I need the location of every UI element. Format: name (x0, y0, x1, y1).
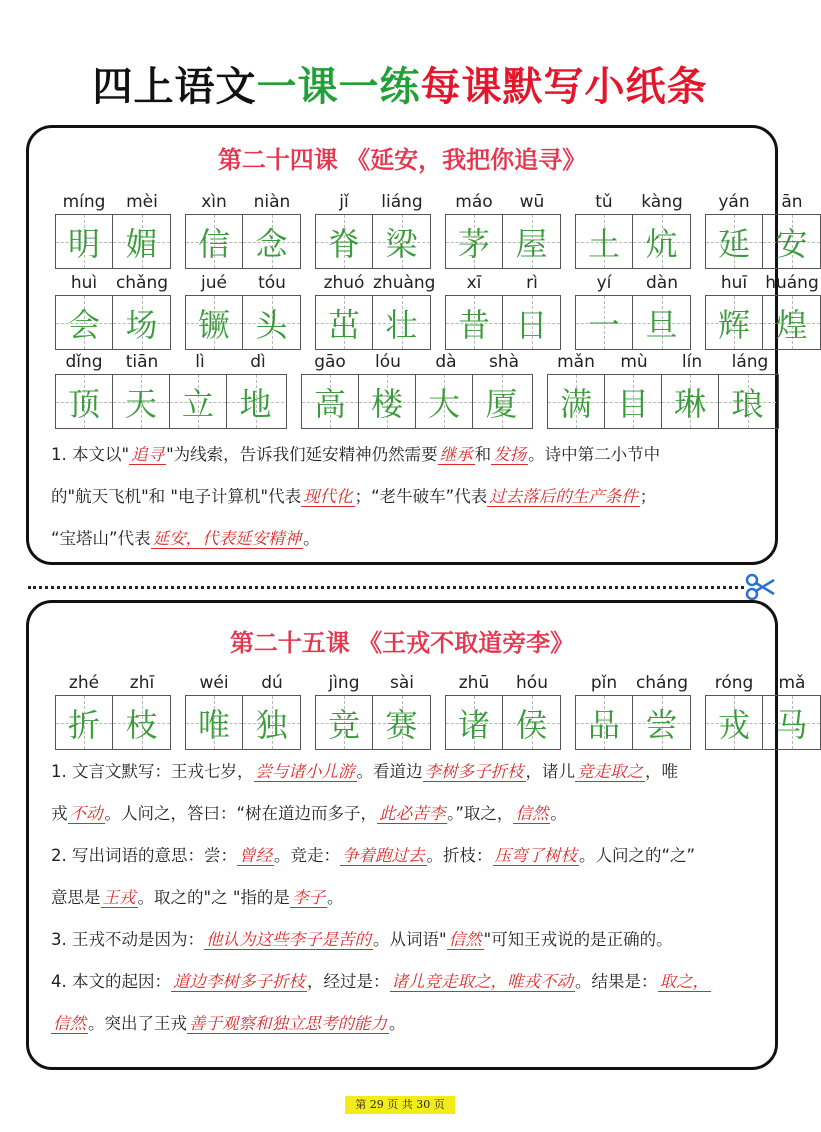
character: 琳 (673, 384, 706, 423)
pinyin: wéi (199, 673, 229, 693)
character: 镢 (197, 305, 230, 344)
pinyin: huáng (765, 273, 819, 293)
text: 。取之的"之 "指的是 (137, 888, 290, 907)
answer: 善于观察和独立思考的能力 (189, 1014, 387, 1033)
text: ，经过是： (307, 972, 390, 991)
text: 3. 王戎不动是因为： (51, 930, 204, 949)
lesson25-row-1 (55, 671, 821, 750)
character: 目 (616, 384, 649, 423)
text: ；“老牛破车”代表 (354, 487, 488, 506)
pinyin: sài (390, 673, 414, 693)
character: 头 (255, 305, 288, 344)
answer: 他认为这些李子是苦的 (206, 930, 371, 949)
lesson24-heading: 第二十四课 《延安，我把你追寻》 (217, 146, 587, 174)
text: 4. 本文的起因： (51, 972, 171, 991)
tianzige-grid (705, 214, 821, 269)
pinyin-row (55, 271, 171, 295)
tianzige-cell (227, 375, 284, 428)
pinyin: yí (596, 273, 612, 293)
answer: 发扬 (493, 445, 527, 464)
tianzige-cell (316, 296, 373, 349)
tianzige-grid (185, 214, 301, 269)
pinyin: wū (519, 192, 545, 212)
answer: 信然 (53, 1014, 86, 1033)
tianzige-cell (719, 375, 776, 428)
title-part2: 一课一练 (256, 64, 421, 110)
text-line (51, 877, 761, 919)
text: 。”取之， (447, 804, 514, 823)
character: 侯 (515, 705, 548, 744)
lesson25-card (26, 600, 808, 1070)
tianzige-grid (315, 214, 431, 269)
lesson24-row-2 (55, 271, 821, 350)
tianzige-cell (243, 696, 300, 749)
text-line (51, 793, 761, 835)
pinyin-row (705, 671, 821, 695)
tianzige-cell (662, 375, 719, 428)
pinyin: tǔ (595, 192, 613, 212)
pinyin-row (315, 271, 436, 295)
tianzige-cell (359, 375, 416, 428)
pinyin-row (445, 190, 561, 214)
tianzige-grid (55, 295, 171, 350)
character: 壮 (385, 305, 418, 344)
tianzige-cell (170, 375, 227, 428)
text: 2. 写出词语的意思：尝： (51, 846, 237, 865)
character: 炕 (645, 224, 678, 263)
lesson24-card (26, 125, 819, 565)
tianzige-cell (446, 296, 503, 349)
text: 。结果是： (575, 972, 658, 991)
character: 地 (239, 384, 272, 423)
pinyin: mèi (126, 192, 158, 212)
pinyin: tiān (125, 352, 159, 372)
tianzige-cell (763, 696, 820, 749)
tianzige-cell (113, 296, 170, 349)
answer: 延安，代表延安精神 (152, 529, 302, 548)
character: 天 (124, 384, 157, 423)
character: 竞 (327, 705, 360, 744)
pinyin: jìng (328, 673, 360, 693)
tianzige-cell (503, 215, 560, 268)
pinyin: láng (731, 352, 769, 372)
lesson25-heading: 第二十五课 《王戎不取道旁李》 (229, 629, 575, 657)
lesson25-text (51, 751, 761, 1045)
pinyin-row (705, 271, 821, 295)
pinyin: pǐn (590, 673, 618, 693)
character: 旦 (645, 305, 678, 344)
page-number: 第 29 页 共 30 页 (345, 1096, 455, 1114)
word-group (55, 671, 171, 750)
tianzige-cell (113, 215, 170, 268)
tianzige-cell (186, 215, 243, 268)
character: 昔 (457, 305, 490, 344)
pinyin: lín (681, 352, 703, 372)
word-group (547, 350, 779, 429)
answer: 信然 (515, 804, 549, 823)
text-line (51, 434, 761, 476)
pinyin: dì (250, 352, 266, 372)
pinyin: jǐ (339, 192, 349, 212)
tianzige-cell (633, 296, 690, 349)
pinyin: mù (620, 352, 648, 372)
tianzige-grid (547, 374, 779, 429)
pinyin: zhū (458, 673, 490, 693)
pinyin: jué (201, 273, 227, 293)
tianzige-grid (55, 695, 171, 750)
word-group (445, 271, 561, 350)
tianzige-cell (706, 696, 763, 749)
character: 琅 (731, 384, 764, 423)
pinyin-row (185, 190, 301, 214)
character: 马 (775, 705, 808, 744)
answer: 道边李树多子折枝 (173, 972, 305, 991)
word-group (705, 271, 821, 350)
pinyin: niàn (253, 192, 291, 212)
text-line (51, 518, 761, 560)
tianzige-cell (473, 375, 530, 428)
pinyin-row (575, 271, 691, 295)
lesson24-row-3 (55, 350, 779, 429)
tianzige-cell (243, 296, 300, 349)
tianzige-cell (633, 696, 690, 749)
answer: 追寻 (131, 445, 165, 464)
tianzige-cell (243, 215, 300, 268)
character: 唯 (197, 705, 230, 744)
character: 媚 (125, 224, 158, 263)
text: 。 (550, 804, 567, 823)
pinyin: zhé (68, 673, 100, 693)
tianzige-grid (445, 295, 561, 350)
character: 脊 (327, 224, 360, 263)
pinyin-row (55, 671, 171, 695)
text: 意思是 (51, 888, 101, 907)
character: 楼 (370, 384, 403, 423)
tianzige-cell (56, 375, 113, 428)
pinyin-row (185, 271, 301, 295)
pinyin: yán (718, 192, 750, 212)
scissors-icon (744, 572, 776, 602)
character: 明 (67, 224, 100, 263)
lesson24-text (51, 434, 761, 560)
character: 满 (559, 384, 592, 423)
word-group (55, 350, 287, 429)
answer: 争着跑过去 (342, 846, 425, 865)
character: 折 (67, 705, 100, 744)
pinyin: máo (455, 192, 493, 212)
character: 屋 (515, 224, 548, 263)
pinyin-row (315, 671, 431, 695)
word-group (301, 350, 533, 429)
tianzige-grid (55, 214, 171, 269)
title-part3: 每课默写小纸条 (420, 64, 708, 110)
page-title (0, 55, 800, 112)
text: "为线索，告诉我们延安精神仍然需要 (166, 445, 438, 464)
tianzige-cell (576, 696, 633, 749)
text: 。 (326, 888, 344, 907)
tianzige-grid (55, 374, 287, 429)
tianzige-grid (705, 695, 821, 750)
character: 诸 (457, 705, 490, 744)
text-line (51, 751, 761, 793)
tianzige-cell (446, 215, 503, 268)
character: 梁 (385, 224, 418, 263)
text: 。人问之，答曰：“树在道边而多子， (104, 804, 378, 823)
text: 和 (474, 445, 492, 464)
character: 一 (587, 305, 620, 344)
character: 高 (313, 384, 346, 423)
tianzige-cell (186, 696, 243, 749)
character: 念 (255, 224, 288, 263)
character: 大 (427, 384, 460, 423)
tianzige-cell (302, 375, 359, 428)
character: 土 (587, 224, 620, 263)
word-group (575, 190, 691, 269)
tianzige-grid (445, 695, 561, 750)
tianzige-cell (605, 375, 662, 428)
pinyin: shà (488, 352, 520, 372)
answer: 竞走取之 (577, 762, 643, 781)
text: ，诸儿 (525, 762, 575, 781)
tianzige-grid (301, 374, 533, 429)
text-line (51, 919, 761, 961)
pinyin-row (315, 190, 431, 214)
pinyin-row (705, 190, 821, 214)
pinyin: xī (466, 273, 482, 293)
character: 茁 (327, 305, 360, 344)
character: 品 (587, 705, 620, 744)
pinyin: míng (62, 192, 106, 212)
tianzige-cell (416, 375, 473, 428)
text: "可知王戎说的是正确的。 (483, 930, 673, 949)
answer: 不动 (69, 804, 103, 823)
tianzige-grid (575, 295, 691, 350)
pinyin: zhuàng (373, 273, 436, 293)
tianzige-grid (315, 695, 431, 750)
cut-line (28, 586, 744, 589)
word-group (315, 190, 431, 269)
word-group (315, 271, 436, 350)
pinyin: lì (195, 352, 205, 372)
pinyin: chǎng (115, 273, 169, 293)
tianzige-grid (575, 214, 691, 269)
pinyin: cháng (635, 673, 689, 693)
answer: 此必苦李 (379, 804, 446, 823)
answer: 尝与诸小儿游 (255, 762, 355, 781)
word-group (575, 671, 691, 750)
character: 场 (125, 305, 158, 344)
pinyin: dàn (646, 273, 678, 293)
text-line (51, 961, 761, 1003)
text: 1. 本文以" (51, 445, 130, 464)
character: 安 (775, 224, 808, 263)
text: 。 (303, 529, 320, 548)
character: 顶 (67, 384, 100, 423)
text: ； (639, 487, 657, 506)
answer: 李子 (291, 888, 325, 907)
text: 的"航天飞机"和 "电子计算机"代表 (51, 487, 302, 506)
tianzige-cell (56, 296, 113, 349)
text: 。突出了王戎 (88, 1014, 187, 1033)
text: “宝塔山”代表 (51, 529, 151, 548)
pinyin: mǎ (778, 673, 806, 693)
answer: 过去落后的生产条件 (489, 487, 638, 506)
tianzige-cell (446, 696, 503, 749)
pinyin-row (445, 271, 561, 295)
text: 。 (389, 1014, 406, 1033)
pinyin-row (445, 671, 561, 695)
character: 立 (181, 384, 214, 423)
tianzige-grid (705, 295, 821, 350)
character: 厦 (485, 384, 518, 423)
character: 延 (717, 224, 750, 263)
pinyin-row (55, 190, 171, 214)
tianzige-grid (185, 695, 301, 750)
pinyin: róng (714, 673, 754, 693)
answer: 诸儿竞走取之，唯戎不动 (391, 972, 573, 991)
word-group (315, 671, 431, 750)
text: 。从词语" (373, 930, 447, 949)
text: 。折枝： (426, 846, 493, 865)
pinyin: gāo (314, 352, 346, 372)
pinyin-row (547, 350, 779, 374)
tianzige-grid (185, 295, 301, 350)
pinyin: xìn (201, 192, 227, 212)
pinyin: rì (526, 273, 538, 293)
pinyin: tóu (258, 273, 286, 293)
pinyin-row (575, 671, 691, 695)
tianzige-cell (503, 296, 560, 349)
pinyin: ān (781, 192, 803, 212)
text: 戎 (51, 804, 68, 823)
tianzige-cell (706, 296, 763, 349)
tianzige-cell (576, 215, 633, 268)
tianzige-grid (575, 695, 691, 750)
character: 独 (255, 705, 288, 744)
word-group (705, 190, 821, 269)
tianzige-cell (633, 215, 690, 268)
pinyin: kàng (641, 192, 683, 212)
pinyin: hóu (516, 673, 548, 693)
tianzige-cell (576, 296, 633, 349)
word-group (185, 271, 301, 350)
character: 枝 (125, 705, 158, 744)
pinyin: dǐng (65, 352, 103, 372)
answer: 李树多子折枝 (424, 762, 524, 781)
tianzige-cell (373, 296, 430, 349)
pinyin-row (185, 671, 301, 695)
pinyin-row (301, 350, 533, 374)
pinyin-row (575, 190, 691, 214)
character: 赛 (385, 705, 418, 744)
tianzige-cell (763, 296, 820, 349)
word-group (445, 671, 561, 750)
tianzige-grid (445, 214, 561, 269)
word-group (55, 271, 171, 350)
character: 尝 (645, 705, 678, 744)
tianzige-cell (186, 296, 243, 349)
word-group (445, 190, 561, 269)
text: 。竞走： (274, 846, 340, 865)
tianzige-cell (503, 696, 560, 749)
tianzige-cell (316, 215, 373, 268)
character: 戎 (717, 705, 750, 744)
pinyin: zhuó (323, 273, 365, 293)
tianzige-cell (373, 215, 430, 268)
answer: 曾经 (239, 846, 272, 865)
tianzige-cell (373, 696, 430, 749)
answer: 压弯了树枝 (494, 846, 577, 865)
word-group (185, 190, 301, 269)
pinyin-row (55, 350, 287, 374)
tianzige-cell (548, 375, 605, 428)
text: 1. 文言文默写：王戎七岁， (51, 762, 254, 781)
pinyin: dà (435, 352, 457, 372)
tianzige-cell (113, 375, 170, 428)
text-line (51, 476, 761, 518)
word-group (55, 190, 171, 269)
character: 辉 (717, 305, 750, 344)
tianzige-cell (113, 696, 170, 749)
text: 。看道边 (356, 762, 423, 781)
pinyin: lóu (375, 352, 401, 372)
answer: 信然 (448, 930, 482, 949)
tianzige-grid (315, 295, 431, 350)
tianzige-cell (56, 696, 113, 749)
character: 信 (197, 224, 230, 263)
text: 。人问之的“之” (579, 846, 696, 865)
text: 。诗中第二小节中 (528, 445, 661, 464)
title-part1: 四上语文 (92, 64, 257, 110)
pinyin: liáng (381, 192, 423, 212)
text-line (51, 835, 761, 877)
answer: 现代化 (303, 487, 353, 506)
word-group (185, 671, 301, 750)
pinyin: mǎn (557, 352, 595, 372)
pinyin: huì (70, 273, 98, 293)
character: 煌 (775, 305, 808, 344)
answer: 取之， (659, 972, 709, 991)
text-line (51, 1003, 761, 1045)
pinyin: dú (261, 673, 283, 693)
character: 会 (67, 305, 100, 344)
text: ，唯 (645, 762, 678, 781)
character: 日 (515, 305, 548, 344)
tianzige-cell (763, 215, 820, 268)
lesson24-row-1 (55, 190, 821, 269)
answer: 王戎 (102, 888, 136, 907)
pinyin: zhī (129, 673, 155, 693)
answer: 继承 (439, 445, 473, 464)
character: 茅 (457, 224, 490, 263)
tianzige-cell (316, 696, 373, 749)
word-group (705, 671, 821, 750)
tianzige-cell (56, 215, 113, 268)
tianzige-cell (706, 215, 763, 268)
word-group (575, 271, 691, 350)
pinyin: huī (720, 273, 748, 293)
